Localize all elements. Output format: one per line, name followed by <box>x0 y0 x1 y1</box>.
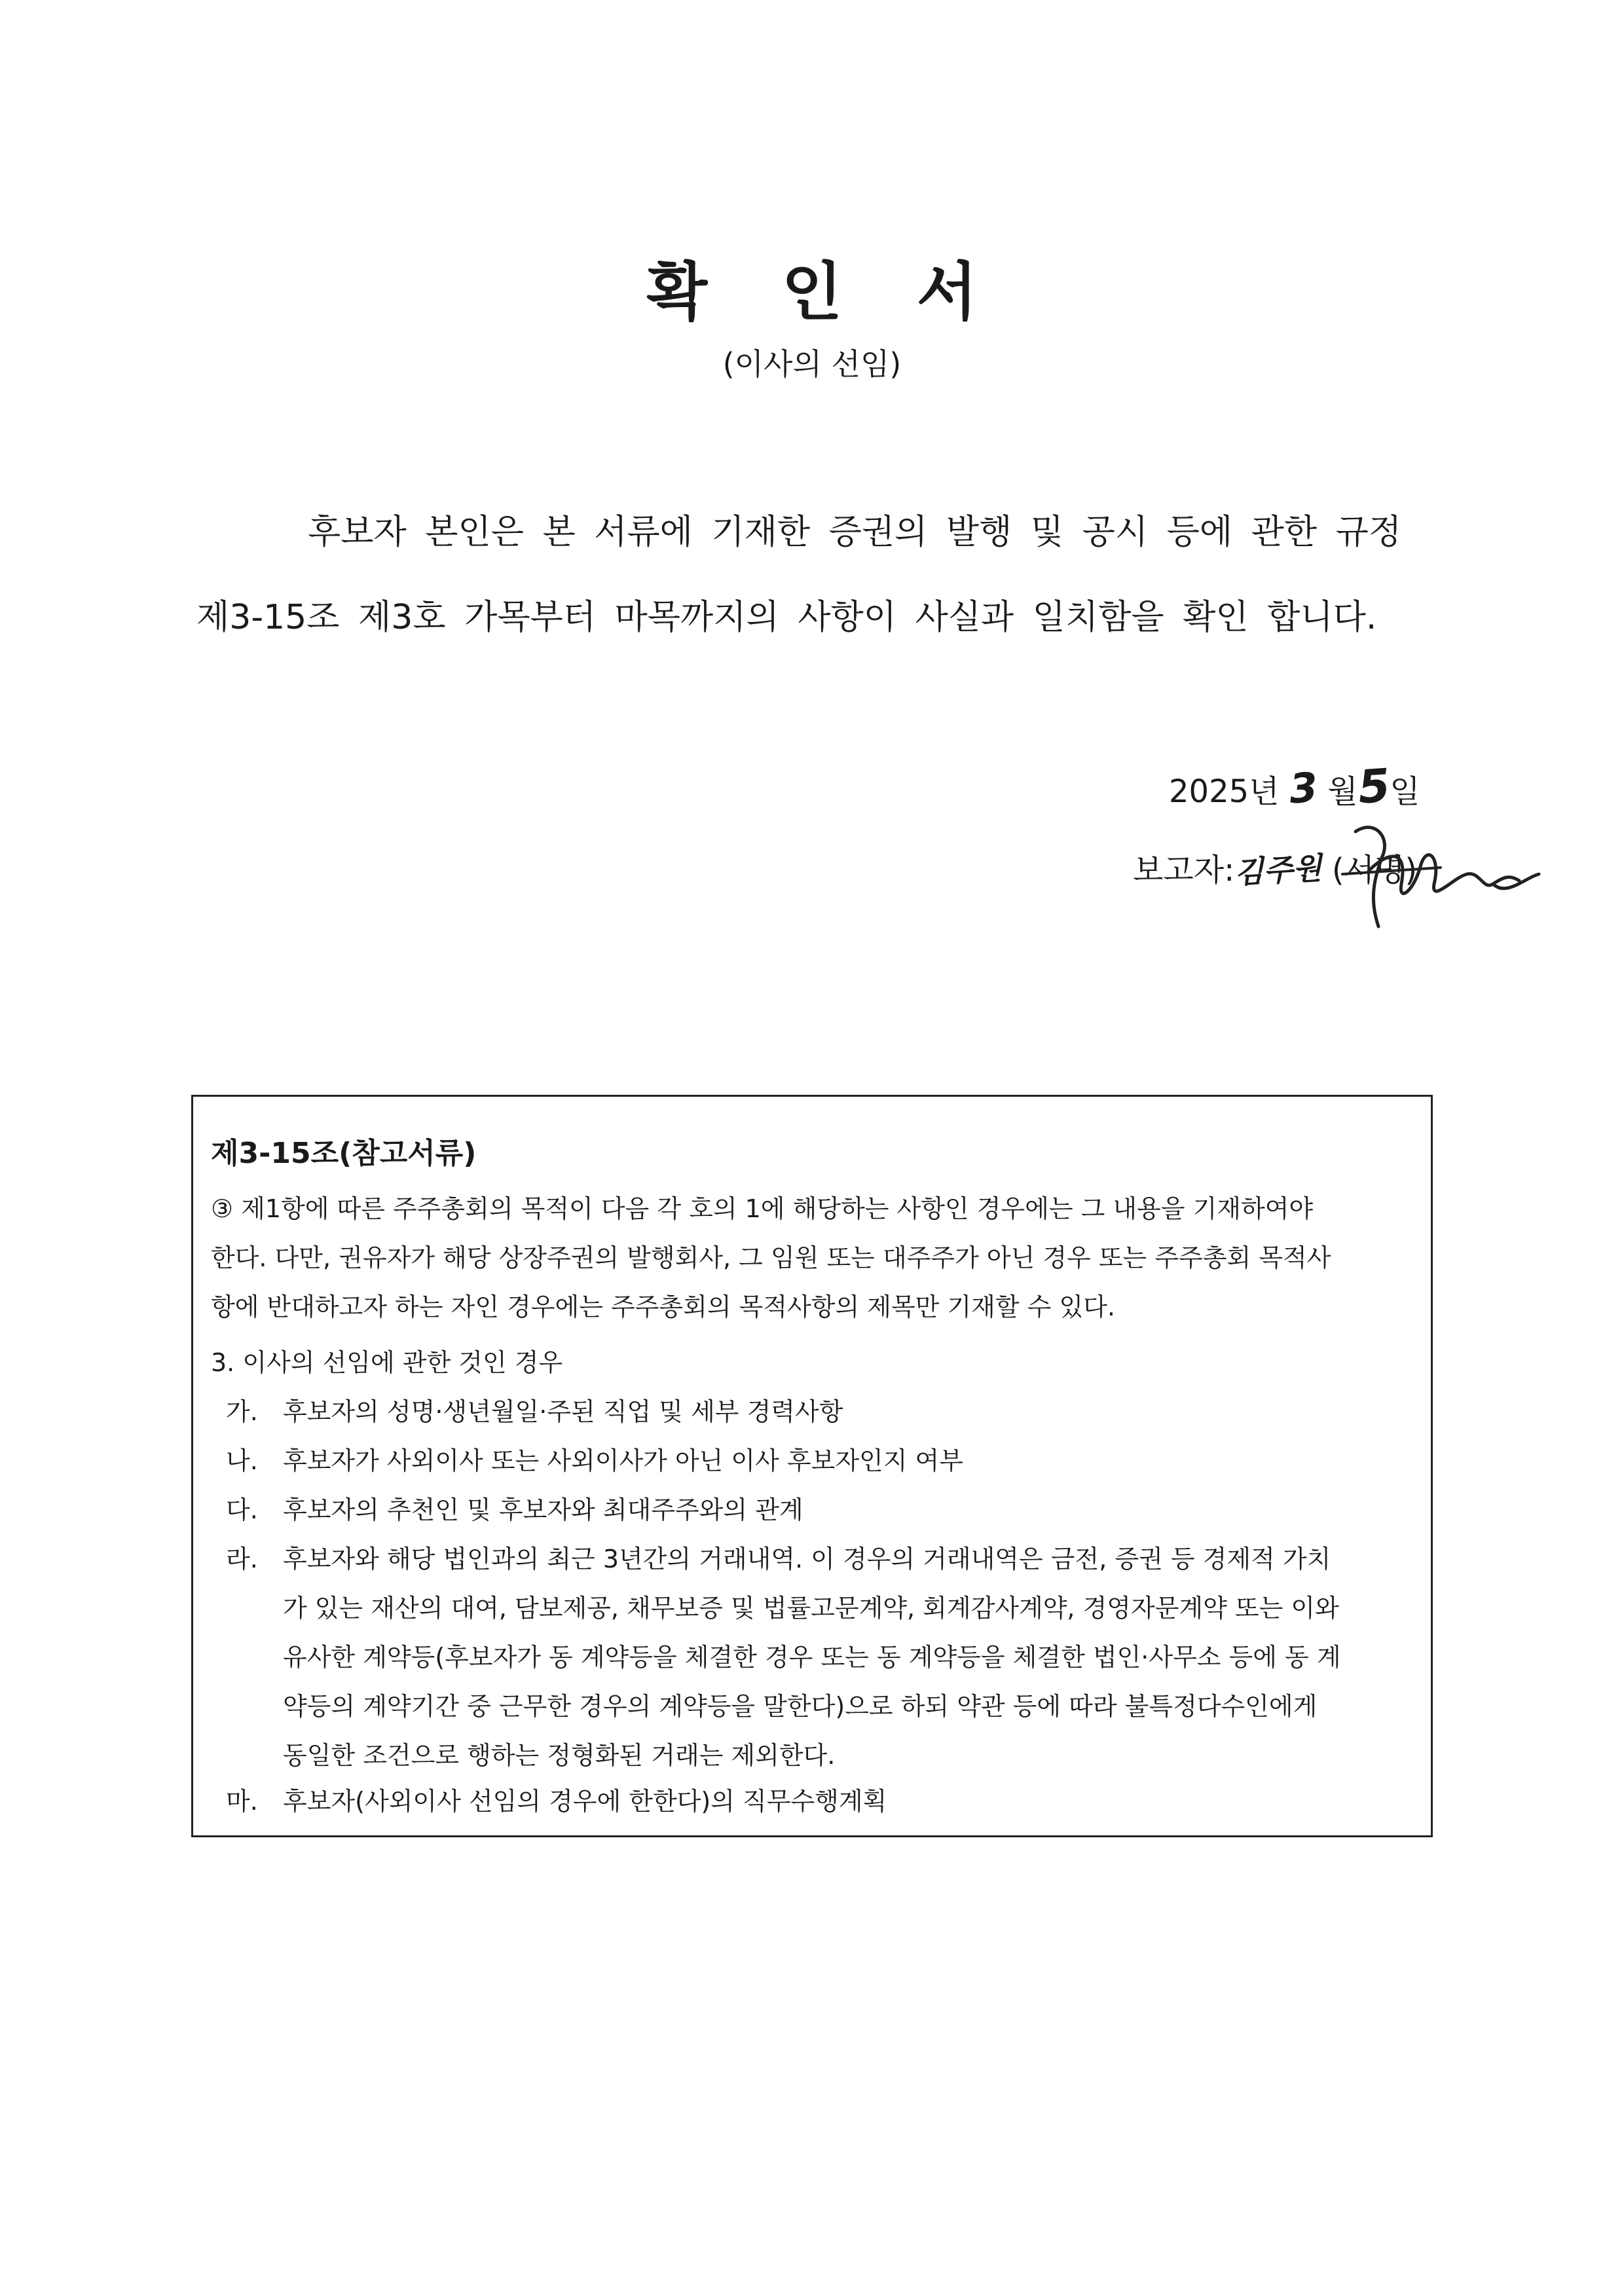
reference-para-line: 한다. 다만, 권유자가 해당 상장주권의 발행회사, 그 임원 또는 대주주가 아닌 경우 또는 주주총회 목적사 <box>211 1243 1331 1272</box>
reference-para-line: 항에 반대하고자 하는 자인 경우에는 주주총회의 목적사항의 제목만 기재할 수 있다. <box>211 1293 1115 1321</box>
document-title: 확 인 서 <box>646 255 1004 329</box>
item-line: 유사한 계약등(후보자가 동 계약등을 체결한 경우 또는 동 계약등을 체결한 법인·사무소 등에 동 계 <box>283 1643 1341 1672</box>
handwritten-signature <box>1329 812 1552 943</box>
date-day-handwritten: 5 <box>1356 758 1392 815</box>
reporter-label: 보고자: <box>1133 852 1235 889</box>
item-line: 후보자의 성명·생년월일·주된 직업 및 세부 경력사항 <box>283 1397 843 1426</box>
item-line: 약등의 계약기간 중 근무한 경우의 계약등을 말한다)으로 하되 약관 등에 따라 불특정다수인에게 <box>283 1692 1318 1721</box>
date-year: 2025년 <box>1169 773 1280 810</box>
item-marker: 라. <box>226 1545 258 1573</box>
reference-title: 제3-15조(참고서류) <box>211 1137 477 1170</box>
item-line: 가 있는 재산의 대여, 담보제공, 채무보증 및 법률고문계약, 회계감사계약, 경영자문계약 또는 이와 <box>283 1594 1339 1623</box>
item-line: 후보자(사외이사 선임의 경우에 한한다)의 직무수행계획 <box>283 1787 887 1816</box>
item-marker: 가. <box>226 1397 258 1426</box>
reporter-name-handwritten: 김주원 <box>1234 850 1323 890</box>
statement-line-1: 후보자 본인은 본 서류에 기재한 증권의 발행 및 공시 등에 관한 규정 <box>308 513 1402 552</box>
statement-line-2: 제3-15조 제3호 가목부터 마목까지의 사항이 사실과 일치함을 확인 합니다. <box>196 598 1377 637</box>
sign-label: (서명) <box>1331 852 1418 889</box>
item-marker: 나. <box>226 1446 258 1475</box>
item-marker: 마. <box>226 1787 258 1816</box>
date-line <box>1169 760 1420 813</box>
document-subtitle: (이사의 선임) <box>722 346 902 382</box>
item-line: 후보자가 사외이사 또는 사외이사가 아닌 이사 후보자인지 여부 <box>283 1446 963 1475</box>
date-month-label: 월 <box>1327 773 1358 810</box>
item-marker: 다. <box>226 1496 258 1524</box>
item-line: 후보자와 해당 법인과의 최근 3년간의 거래내역. 이 경우의 거래내역은 금전, 증권 등 경제적 가치 <box>283 1545 1331 1573</box>
reference-clause: 3. 이사의 선임에 관한 것인 경우 <box>211 1348 563 1377</box>
item-line: 후보자의 추천인 및 후보자와 최대주주와의 관계 <box>283 1496 803 1524</box>
reference-para-line: ③ 제1항에 따른 주주총회의 목적이 다음 각 호의 1에 해당하는 사항인 경우에는 그 내용을 기재하여야 <box>211 1194 1314 1223</box>
date-month-handwritten: 3 <box>1287 763 1320 813</box>
date-day-label: 일 <box>1390 773 1420 810</box>
item-line: 동일한 조건으로 행하는 정형화된 거래는 제외한다. <box>283 1741 836 1770</box>
